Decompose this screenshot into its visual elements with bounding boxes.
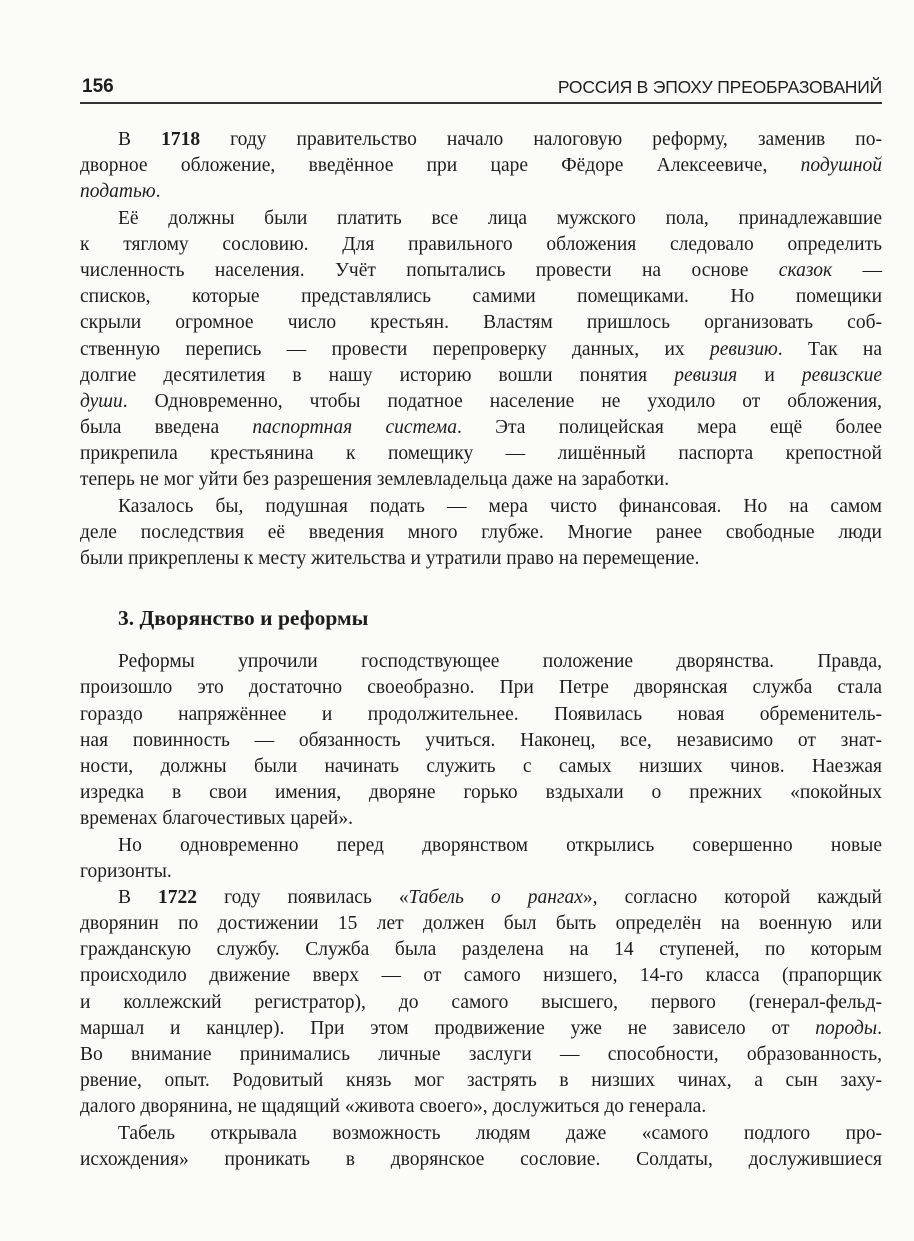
italic-term: Табель о рангах — [408, 886, 583, 908]
text-line — [80, 179, 882, 205]
text-run: году появилась « — [197, 886, 409, 908]
text-line — [80, 675, 882, 701]
text-run: прикрепила крестьянина к помещику — лишённый паспорта крепостной — [80, 443, 882, 465]
text-line — [80, 1042, 882, 1068]
text-run: . — [155, 181, 161, 203]
text-run: произошло это достаточно своеобразно. При Петре дворянская служба стала — [80, 677, 882, 699]
text-line — [80, 127, 882, 153]
paragraph — [80, 833, 882, 885]
text-line — [80, 702, 882, 728]
header-rule — [80, 102, 882, 104]
text-line — [80, 833, 882, 859]
text-run: далого дворянина, не щадящий «живота своего», дослужиться до генерала. — [80, 1096, 707, 1118]
text-run: деле последствия её введения много глубже. Многие ранее свободные люди — [80, 521, 882, 543]
text-run: — — [832, 259, 883, 281]
text-run: Её должны были платить все лица мужского пола, принадлежавшие — [118, 207, 882, 229]
text-line — [80, 780, 882, 806]
text-line — [80, 1068, 882, 1094]
text-line — [80, 337, 882, 363]
body-text — [80, 127, 882, 1173]
text-run: происходило движение вверх — от самого низшего, 14-го класса (прапорщик — [80, 965, 882, 987]
text-line — [80, 258, 882, 284]
text-run: и — [737, 364, 802, 386]
text-line — [80, 441, 882, 467]
text-run: ности, должны были начинать служить с самых низших чинов. Наезжая — [80, 755, 882, 777]
page-header — [80, 74, 882, 102]
text-run: . Одновременно, чтобы податное население не уходило от обложения, — [122, 390, 882, 412]
text-line — [80, 467, 882, 493]
text-line — [80, 990, 882, 1016]
text-run: были прикреплены к месту жительства и утратили право на перемещение. — [80, 548, 700, 569]
text-run: ственную перепись — провести перепроверку данных, их — [80, 338, 711, 360]
text-run: гражданскую службу. Служба была разделена на 14 ступеней, по которым — [80, 939, 882, 961]
text-run: дворянин по достижении 15 лет должен был быть определён на военную или — [80, 913, 882, 935]
text-run: », согласно которой каждый — [582, 886, 882, 908]
text-run: В — [118, 129, 162, 150]
italic-term: породы — [815, 1017, 878, 1039]
text-run: В — [118, 886, 159, 908]
text-line — [80, 963, 882, 989]
text-run: Но одновременно перед дворянством открылись совершенно новые — [118, 834, 882, 856]
italic-term: паспортная система — [252, 417, 457, 439]
text-line — [80, 153, 882, 179]
text-run: Во внимание принимались личные заслуги — способности, образованность, — [80, 1044, 882, 1065]
text-run: горизонты. — [80, 860, 172, 882]
text-run: скрыли огромное число крестьян. Властям пришлось организовать соб- — [80, 312, 882, 334]
text-run: маршал и канцлер). При этом продвижение уже не зависело от — [80, 1017, 816, 1039]
text-run: теперь не мог уйти без разрешения землевладельца даже на заработки. — [80, 469, 670, 491]
text-line — [80, 284, 882, 310]
text-line — [80, 546, 882, 572]
text-line — [80, 859, 882, 885]
text-run: Казалось бы, подушная подать — мера чисто финансовая. Но на самом — [118, 495, 882, 517]
italic-term: податью — [80, 181, 156, 203]
paragraph — [80, 206, 882, 494]
text-line — [80, 885, 882, 911]
text-run: численность населения. Учёт попытались провести на основе — [80, 259, 779, 281]
page-number: 156 — [82, 76, 114, 97]
text-line — [80, 232, 882, 258]
text-line — [80, 1094, 882, 1120]
italic-term: ревизию — [710, 338, 778, 360]
italic-term: подушной — [800, 155, 882, 177]
paragraph — [80, 494, 882, 573]
text-run: и коллежский регистратор), до самого высшего, первого (генерал-фельд- — [80, 991, 882, 1013]
text-run: долгие десятилетия в нашу историю вошли понятия — [80, 364, 675, 386]
text-run: изредка в свои имения, дворяне горько вздыхали о прежних «покойных — [80, 782, 882, 804]
text-run: рвение, опыт. Родовитый князь мог застрять в низших чинах, а сын заху- — [80, 1070, 882, 1092]
paragraph — [80, 885, 882, 1121]
paragraph — [80, 1121, 882, 1173]
text-run: . — [877, 1017, 882, 1039]
italic-term: ревизия — [674, 364, 738, 386]
text-run: исхождения» проникать в дворянское сословие. Солдаты, дослужившиеся — [80, 1148, 882, 1170]
text-run: Реформы упрочили господствующее положение дворянства. Правда, — [118, 651, 882, 673]
text-run: . Так на — [777, 338, 882, 360]
text-run: гораздо напряжённее и продолжительнее. Появилась новая обременитель- — [80, 703, 882, 725]
text-line — [80, 1121, 882, 1147]
text-run: Табель открывала возможность людям даже «самого подлого про- — [118, 1122, 882, 1144]
text-line — [80, 206, 882, 232]
text-run: . Эта полицейская мера ещё более — [456, 417, 882, 439]
text-run: ная повинность — обязанность учиться. Наконец, все, независимо от знат- — [80, 729, 882, 751]
text-run: году правительство начало налоговую реформу, заменив по- — [200, 129, 882, 150]
text-line — [80, 911, 882, 937]
text-line — [80, 310, 882, 336]
text-line — [80, 415, 882, 441]
text-run: к тяглому сословию. Для правильного обложения следовало определить — [80, 233, 882, 255]
text-line — [80, 363, 882, 389]
text-line — [80, 520, 882, 546]
text-line — [80, 1016, 882, 1042]
bold-text: 1722 — [158, 886, 198, 908]
text-line — [80, 728, 882, 754]
paragraph — [80, 127, 882, 206]
text-line — [80, 806, 882, 832]
italic-term: сказок — [778, 259, 833, 281]
paragraph — [80, 649, 882, 832]
text-line — [80, 649, 882, 675]
text-line — [80, 754, 882, 780]
italic-term: души — [80, 390, 123, 412]
text-run: списков, которые представлялись самими помещиками. Но помещики — [80, 286, 882, 308]
bold-text: 1718 — [161, 129, 201, 150]
text-run: временах благочестивых царей». — [80, 808, 353, 830]
text-run: была введена — [80, 417, 253, 439]
text-line — [80, 1147, 882, 1173]
text-line — [80, 494, 882, 520]
text-line — [80, 389, 882, 415]
running-title: РОССИЯ В ЭПОХУ ПРЕОБРАЗОВАНИЙ — [557, 77, 882, 97]
text-line — [80, 937, 882, 963]
section-heading: 3. Дворянство и реформы — [118, 606, 369, 631]
text-run: дворное обложение, введённое при царе Фёдоре Алексеевиче, — [80, 155, 801, 177]
italic-term: ревизские — [801, 364, 883, 386]
